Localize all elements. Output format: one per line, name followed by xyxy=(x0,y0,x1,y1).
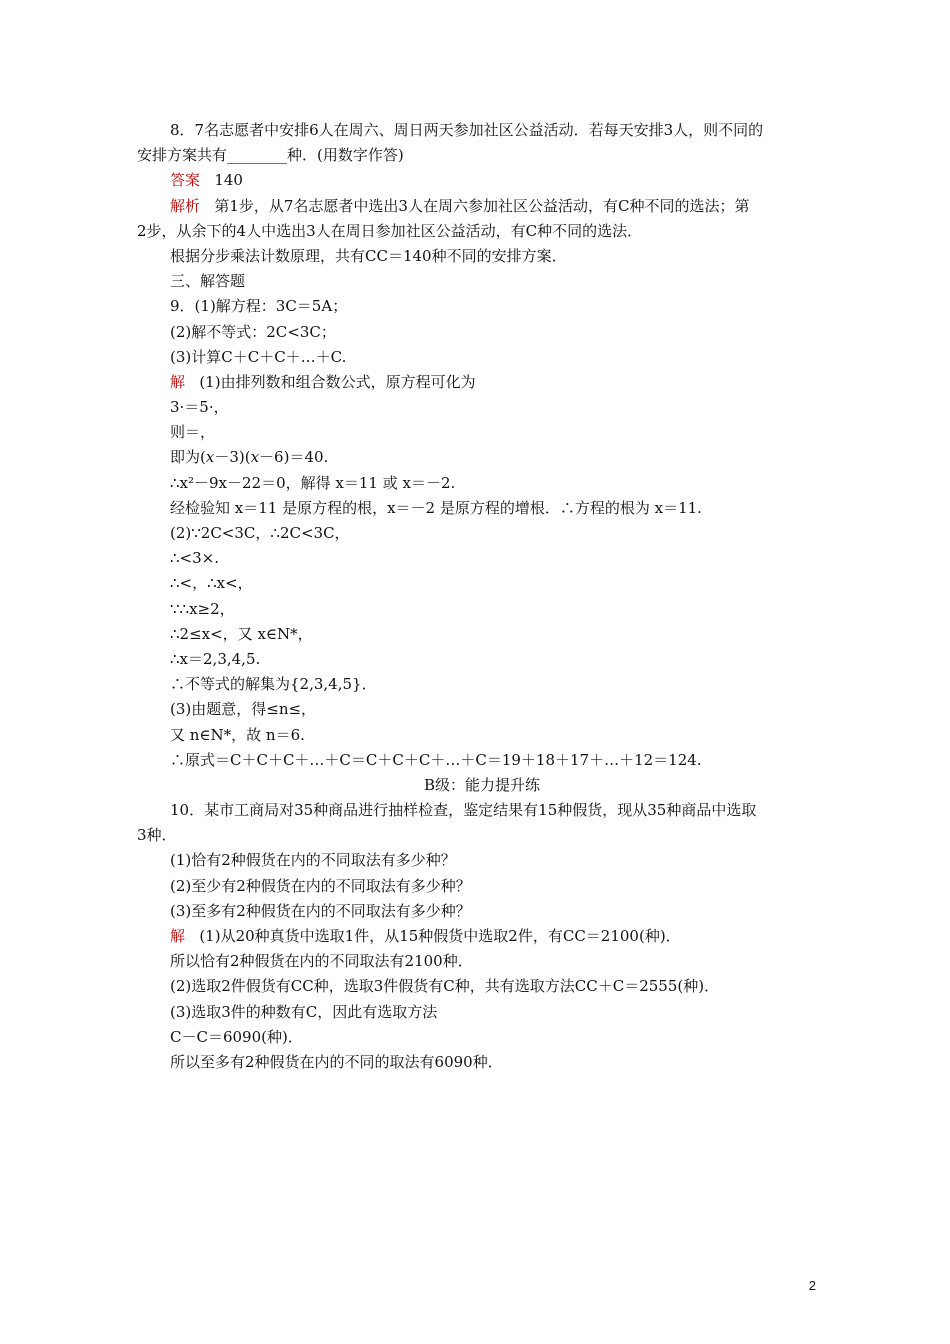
q10-s2-line1: (2)选取2件假货有CC种，选取3件假货有C种，共有选取方法CC＋C＝2555(种)． xyxy=(170,977,720,996)
q10-s3-line3: 所以至多有2种假货在内的不同的取法有6090种． xyxy=(170,1052,503,1071)
q9-solution-line1 xyxy=(137,370,827,395)
answer-value: 140 xyxy=(214,171,243,190)
q9-part2: (2)解不等式：2C<3C； xyxy=(170,322,336,341)
q8-stem-line1: 8．7名志愿者中安排6人在周六、周日两天参加社区公益活动．若每天安排3人，则不同的 xyxy=(170,121,764,139)
q10-solution-line1 xyxy=(137,924,827,949)
text-fragment: 即为( xyxy=(170,448,206,467)
analysis-label: 解析 xyxy=(170,196,201,215)
q8-answer xyxy=(137,168,827,193)
q8-stem-line2: 安排方案共有________种．(用数字作答) xyxy=(137,146,404,165)
q9-stem: 9．(1)解方程：3C＝5A； xyxy=(170,297,348,316)
q9-s2-line7: ∴不等式的解集为{2,3,4,5}． xyxy=(170,675,377,694)
q9-s2-line6: ∴x＝2,3,4,5. xyxy=(170,649,261,668)
q9-s2-line1: (2)∵2C<3C，∴2C<3C， xyxy=(170,524,350,542)
q8-analysis-line3: 根据分步乘法计数原理，共有CC＝140种不同的安排方案． xyxy=(170,246,567,265)
q9-s1-line2: 3·＝5·， xyxy=(170,398,229,417)
solution-text: (1)从20种真货中选取1件，从15种假货中选取2件，有CC＝2100(种)． xyxy=(199,927,681,945)
q10-stem-line2: 3种． xyxy=(137,826,177,845)
q10-part3: (3)至多有2种假货在内的不同取法有多少种？ xyxy=(170,901,471,920)
q9-part3: (3)计算C＋C＋C＋…＋C. xyxy=(170,347,347,366)
q10-s3-line1: (3)选取3件的种数有C，因此有选取方法 xyxy=(170,1002,438,1021)
answer-label: 答案 xyxy=(170,171,201,190)
q9-s3-line1: (3)由题意，得≤n≤， xyxy=(170,700,317,719)
q9-s1-line4 xyxy=(137,445,827,470)
solution-label: 解 xyxy=(170,927,186,945)
q10-stem-line1: 10．某市工商局对35种商品进行抽样检查，鉴定结果有15种假货，现从35种商品中选取 xyxy=(170,801,757,820)
document-body xyxy=(137,118,827,1075)
q9-s2-line5: ∴2≤x<，又 x∈N*， xyxy=(170,624,313,643)
level-b-title: B级：能力提升练 xyxy=(423,775,541,794)
q9-s3-line2: 又 n∈N*，故 n＝6. xyxy=(170,725,305,744)
q9-s2-line3: ∴<，∴x<， xyxy=(170,574,253,593)
q10-s3-line2: C－C＝6090(种)． xyxy=(170,1027,303,1046)
solution-text: (1)由排列数和组合数公式，原方程可化为 xyxy=(199,372,476,391)
q9-s2-line4: ∵∴x≥2， xyxy=(170,599,235,618)
text-fragment: －3)( xyxy=(214,448,251,467)
solution-label: 解 xyxy=(170,372,186,391)
page-number: 2 xyxy=(808,1278,816,1293)
variable-x: x xyxy=(205,448,215,467)
q8-analysis-line1 xyxy=(137,194,827,219)
q9-s3-line3: ∴原式＝C＋C＋C＋…＋C＝C＋C＋C＋…＋C＝19＋18＋17＋…＋12＝124. xyxy=(170,750,702,769)
q9-s2-line2: ∴<3×. xyxy=(170,549,219,568)
q10-part1: (1)恰有2种假货在内的不同取法有多少种？ xyxy=(170,851,456,870)
section-title: 三、解答题 xyxy=(170,272,246,291)
q9-s1-line3: 则＝， xyxy=(170,423,216,442)
q10-part2: (2)至少有2种假货在内的不同取法有多少种？ xyxy=(170,876,471,895)
text-fragment: －6)＝40. xyxy=(259,448,329,467)
analysis-text: 第1步，从7名志愿者中选出3人在周六参加社区公益活动，有C种不同的选法；第 xyxy=(214,196,750,215)
q9-s1-line6: 经检验知 x＝11 是原方程的根，x＝－2 是原方程的增根．∴方程的根为 x＝11. xyxy=(170,498,702,517)
q10-s1-line2: 所以恰有2种假货在内的不同取法有2100种． xyxy=(170,952,473,971)
variable-x: x xyxy=(250,448,260,467)
q8-analysis-line2: 2步，从余下的4人中选出3人在周日参加社区公益活动，有C种不同的选法． xyxy=(137,221,643,240)
q9-s1-line5: ∴x²－9x－22＝0，解得 x＝11 或 x＝－2. xyxy=(170,473,456,492)
